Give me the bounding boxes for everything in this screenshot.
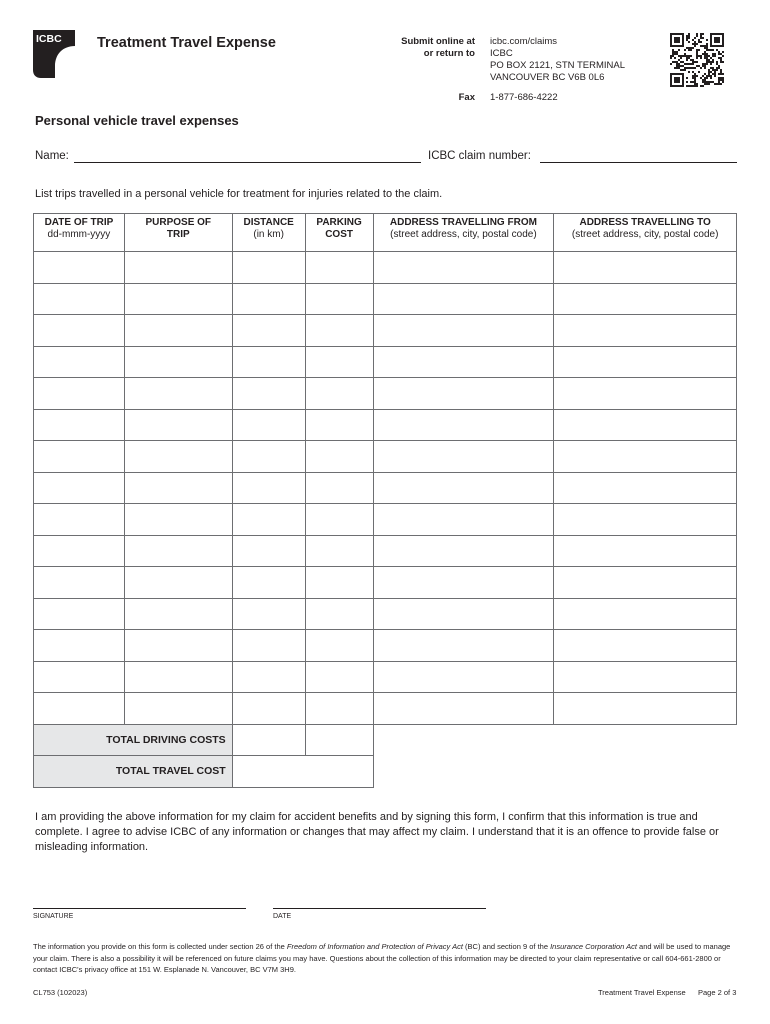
table-row xyxy=(34,693,737,725)
table-cell[interactable] xyxy=(34,598,125,630)
table-cell[interactable] xyxy=(305,283,373,315)
table-cell[interactable] xyxy=(373,441,554,473)
table-cell[interactable] xyxy=(124,504,232,536)
table-cell[interactable] xyxy=(232,472,305,504)
table-cell[interactable] xyxy=(305,252,373,284)
table-row xyxy=(34,346,737,378)
table-cell[interactable] xyxy=(554,567,737,599)
table-cell[interactable] xyxy=(305,441,373,473)
table-cell[interactable] xyxy=(34,252,125,284)
total-parking-cell[interactable] xyxy=(305,724,373,756)
column-header xyxy=(373,214,554,252)
table-cell[interactable] xyxy=(305,535,373,567)
table-cell[interactable] xyxy=(554,252,737,284)
column-title: DISTANCE xyxy=(243,217,294,228)
total-travel-label: TOTAL TRAVEL COST xyxy=(34,756,233,788)
table-cell[interactable] xyxy=(373,409,554,441)
table-cell[interactable] xyxy=(34,693,125,725)
table-cell[interactable] xyxy=(305,504,373,536)
table-cell[interactable] xyxy=(34,661,125,693)
table-cell[interactable] xyxy=(305,378,373,410)
page-number: Page 2 of 3 xyxy=(698,988,737,997)
name-label: Name: xyxy=(35,150,69,162)
table-cell[interactable] xyxy=(554,283,737,315)
table-cell[interactable] xyxy=(232,283,305,315)
section-title: Personal vehicle travel expenses xyxy=(35,113,239,128)
table-cell[interactable] xyxy=(554,630,737,662)
logo-text: ICBC xyxy=(36,33,62,45)
table-cell[interactable] xyxy=(34,567,125,599)
table-cell[interactable] xyxy=(554,472,737,504)
address-line: ICBC xyxy=(490,48,513,59)
table-cell[interactable] xyxy=(124,630,232,662)
table-cell[interactable] xyxy=(124,661,232,693)
total-driving-label: TOTAL DRIVING COSTS xyxy=(34,724,233,756)
table-cell[interactable] xyxy=(554,504,737,536)
table-row xyxy=(34,504,737,536)
form-title: Treatment Travel Expense xyxy=(97,35,276,51)
foippa-act: Freedom of Information and Protection of Privacy Act xyxy=(286,942,463,951)
address-line: VANCOUVER BC V6B 0L6 xyxy=(490,72,605,83)
column-title: PARKING xyxy=(316,217,362,228)
table-cell[interactable] xyxy=(34,346,125,378)
total-driving-row xyxy=(34,724,737,756)
table-cell[interactable] xyxy=(34,283,125,315)
table-cell[interactable] xyxy=(305,315,373,347)
claims-url[interactable]: icbc.com/claims xyxy=(490,36,558,47)
table-row xyxy=(34,252,737,284)
signature-field[interactable] xyxy=(33,908,246,909)
table-cell[interactable] xyxy=(232,693,305,725)
table-cell[interactable] xyxy=(305,598,373,630)
column-subtitle: TRIP xyxy=(166,229,190,240)
privacy-text: and will be used to manage your claim. There is also a possibility it will be referenced on future claims you may have. Questions about the collection of this information may be directed to your claim representative or call 604-661-2800 or contact ICBC's privacy office at 151 W. Esplanade N. Vancouver, BC V7M 3H9. xyxy=(33,942,731,974)
table-cell[interactable] xyxy=(232,346,305,378)
table-cell[interactable] xyxy=(554,441,737,473)
column-subtitle: (in km) xyxy=(253,229,284,240)
form-code: CL753 (102023) xyxy=(33,988,88,997)
declaration-text: I am providing the above information for my claim for accident benefits and by signing this form, I confirm that this information is true and complete. I agree to advise ICBC of any information or changes that may affect my claim. I understand that it is an offence to provide false or misleading information. xyxy=(35,811,719,853)
table-cell[interactable] xyxy=(232,315,305,347)
table-row xyxy=(34,630,737,662)
table-cell[interactable] xyxy=(34,472,125,504)
table-cell[interactable] xyxy=(232,409,305,441)
table-cell[interactable] xyxy=(124,693,232,725)
column-title: ADDRESS TRAVELLING TO xyxy=(579,217,711,228)
table-cell[interactable] xyxy=(232,441,305,473)
name-field[interactable] xyxy=(74,162,421,163)
submit-label xyxy=(370,36,475,60)
table-cell[interactable] xyxy=(34,315,125,347)
table-cell[interactable] xyxy=(554,409,737,441)
table-row xyxy=(34,283,737,315)
table-row xyxy=(34,598,737,630)
total-travel-row xyxy=(34,756,737,788)
table-cell[interactable] xyxy=(373,378,554,410)
table-cell[interactable] xyxy=(124,567,232,599)
claim-number-field[interactable] xyxy=(540,162,737,163)
table-cell[interactable] xyxy=(373,315,554,347)
table-cell[interactable] xyxy=(305,409,373,441)
table-cell[interactable] xyxy=(305,346,373,378)
table-cell[interactable] xyxy=(34,504,125,536)
column-header xyxy=(554,214,737,252)
signature-label: SIGNATURE xyxy=(33,913,74,920)
table-cell[interactable] xyxy=(124,441,232,473)
table-cell[interactable] xyxy=(124,346,232,378)
table-row xyxy=(34,315,737,347)
column-subtitle: (street address, city, postal code) xyxy=(571,229,719,240)
table-cell[interactable] xyxy=(554,693,737,725)
date-label: DATE xyxy=(273,913,292,920)
table-cell[interactable] xyxy=(554,378,737,410)
table-cell[interactable] xyxy=(232,378,305,410)
table-cell[interactable] xyxy=(373,346,554,378)
table-cell[interactable] xyxy=(373,630,554,662)
table-cell[interactable] xyxy=(305,472,373,504)
qr-code xyxy=(670,33,724,87)
table-cell[interactable] xyxy=(34,409,125,441)
table-cell[interactable] xyxy=(554,598,737,630)
instructions: List trips travelled in a personal vehicle for treatment for injuries related to the claim. xyxy=(35,188,443,200)
table-cell[interactable] xyxy=(373,693,554,725)
privacy-text: The information you provide on this form is collected under section 26 of the xyxy=(33,942,287,951)
table-cell[interactable] xyxy=(373,661,554,693)
icbc-act: Insurance Corporation Act xyxy=(550,942,637,951)
table-cell[interactable] xyxy=(34,378,125,410)
table-cell[interactable] xyxy=(373,598,554,630)
trips-table xyxy=(33,213,737,788)
table-cell[interactable] xyxy=(124,283,232,315)
table-row xyxy=(34,567,737,599)
table-cell[interactable] xyxy=(554,535,737,567)
table-cell[interactable] xyxy=(232,630,305,662)
table-row xyxy=(34,472,737,504)
column-title: ADDRESS TRAVELLING FROM xyxy=(389,217,537,228)
table-cell[interactable] xyxy=(554,661,737,693)
table-row xyxy=(34,661,737,693)
table-row xyxy=(34,378,737,410)
table-cell[interactable] xyxy=(232,252,305,284)
column-header xyxy=(124,214,232,252)
table-cell[interactable] xyxy=(124,598,232,630)
table-cell[interactable] xyxy=(34,535,125,567)
table-cell[interactable] xyxy=(373,252,554,284)
table-cell[interactable] xyxy=(34,441,125,473)
fax-number: 1-877-686-4222 xyxy=(490,92,558,103)
column-subtitle: (street address, city, postal code) xyxy=(390,229,537,240)
table-row xyxy=(34,441,737,473)
table-cell[interactable] xyxy=(373,472,554,504)
table-cell[interactable] xyxy=(34,630,125,662)
table-cell[interactable] xyxy=(305,661,373,693)
submit-label-line-1: Submit online at xyxy=(401,36,475,47)
table-row xyxy=(34,409,737,441)
table-cell[interactable] xyxy=(554,315,737,347)
address-line: PO BOX 2121, STN TERMINAL xyxy=(490,60,625,71)
table-cell[interactable] xyxy=(124,535,232,567)
column-header xyxy=(34,214,125,252)
table-cell[interactable] xyxy=(373,567,554,599)
table-cell[interactable] xyxy=(305,630,373,662)
table-cell[interactable] xyxy=(305,567,373,599)
footer-title: Treatment Travel Expense xyxy=(598,988,686,997)
column-subtitle: COST xyxy=(325,229,353,240)
column-title: PURPOSE OF xyxy=(145,217,212,228)
table-cell[interactable] xyxy=(232,567,305,599)
total-distance-cell[interactable] xyxy=(232,724,305,756)
table-cell[interactable] xyxy=(124,252,232,284)
table-header-row xyxy=(34,214,737,252)
table-cell[interactable] xyxy=(232,504,305,536)
mailing-address xyxy=(490,36,625,84)
column-header xyxy=(305,214,373,252)
table-cell[interactable] xyxy=(232,661,305,693)
table-cell[interactable] xyxy=(305,693,373,725)
table-cell[interactable] xyxy=(124,315,232,347)
total-travel-cost-cell[interactable] xyxy=(232,756,373,788)
fax-label: Fax xyxy=(458,92,475,103)
table-cell[interactable] xyxy=(373,504,554,536)
column-title: DATE OF TRIP xyxy=(44,217,114,228)
table-cell[interactable] xyxy=(124,378,232,410)
table-cell[interactable] xyxy=(232,535,305,567)
date-field[interactable] xyxy=(273,908,486,909)
icbc-logo xyxy=(33,30,75,78)
column-header xyxy=(232,214,305,252)
table-row xyxy=(34,535,737,567)
table-cell[interactable] xyxy=(124,409,232,441)
claim-number-label: ICBC claim number: xyxy=(428,150,531,162)
table-cell[interactable] xyxy=(373,283,554,315)
table-cell[interactable] xyxy=(232,598,305,630)
table-cell[interactable] xyxy=(373,535,554,567)
privacy-text: (BC) and section 9 of the xyxy=(462,942,551,951)
submit-label-line-2: or return to xyxy=(423,48,475,59)
privacy-notice xyxy=(33,941,739,976)
table-cell[interactable] xyxy=(124,472,232,504)
table-cell[interactable] xyxy=(554,346,737,378)
column-subtitle: dd-mmm-yyyy xyxy=(47,229,111,240)
